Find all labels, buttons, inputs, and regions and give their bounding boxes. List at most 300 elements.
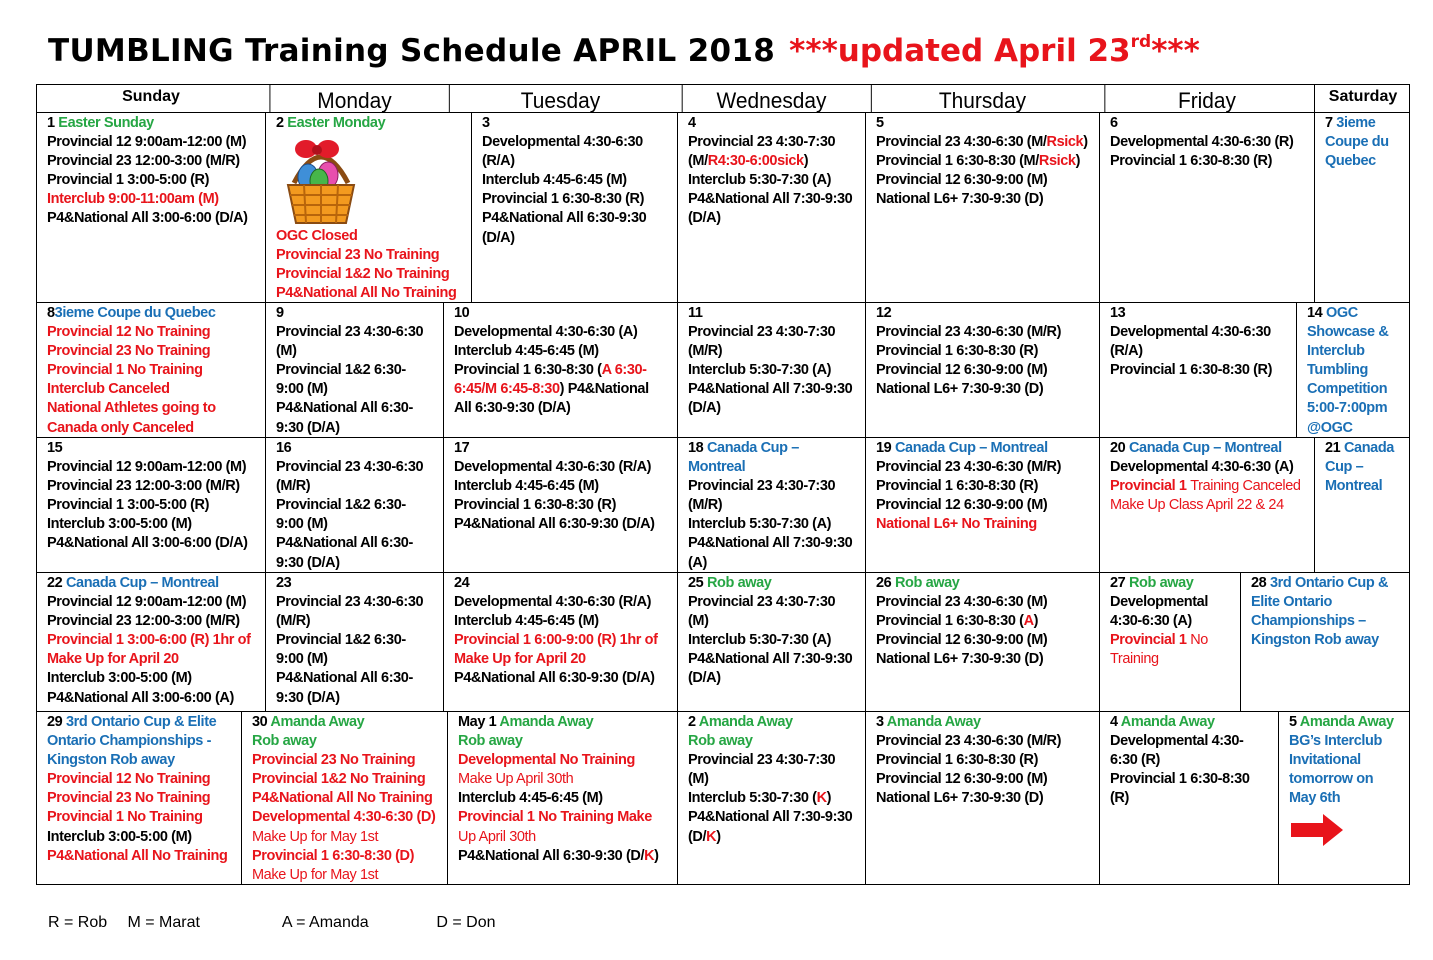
schedule-text: Cup – — [1325, 459, 1364, 476]
schedule-text: Provincial 1 6:00-9:00 (R) 1hr of — [454, 632, 658, 649]
schedule-text: National L6+ 7:30-9:30 (D) — [876, 191, 1044, 208]
schedule-text: R4:30-6:00sick — [707, 153, 804, 170]
schedule-line — [688, 171, 865, 190]
schedule-line — [1307, 399, 1411, 418]
schedule-line — [276, 477, 443, 496]
schedule-text: May 6th — [1289, 790, 1341, 807]
schedule-line — [688, 593, 865, 612]
schedule-line — [454, 612, 677, 631]
day-cell — [1278, 712, 1411, 884]
schedule-text: (D/A) — [688, 400, 721, 417]
schedule-text: Provincial 23 4:30-6:30 — [276, 594, 424, 611]
schedule-text: Provincial 1 6:30-8:30 ( — [876, 613, 1024, 630]
schedule-text: Interclub 4:45-6:45 (M) — [454, 343, 599, 360]
schedule-line — [47, 650, 265, 669]
schedule-line — [1325, 133, 1411, 152]
schedule-text: (M/R) — [276, 478, 311, 495]
schedule-text: 2 — [688, 714, 699, 730]
schedule-line — [688, 713, 865, 732]
schedule-line — [276, 114, 471, 133]
schedule-text: 9:00 (M) — [276, 381, 328, 398]
schedule-line — [688, 496, 865, 515]
schedule-line — [47, 534, 265, 553]
schedule-text: Provincial 1 6:30-8:30 (R) — [482, 191, 645, 208]
schedule-text: Provincial 1 3:00-6:00 (R) 1hr of — [47, 632, 251, 649]
schedule-line — [482, 229, 677, 248]
schedule-line — [1110, 631, 1240, 650]
schedule-text: 25 — [688, 575, 707, 591]
schedule-text: Canada only Canceled — [47, 419, 194, 436]
schedule-text: 9:00 (M) — [276, 516, 328, 533]
day-cell — [677, 573, 865, 711]
schedule-line — [276, 342, 443, 361]
schedule-text: 10 — [454, 305, 470, 321]
schedule-text: Canada Cup – Montreal — [65, 575, 219, 591]
schedule-line — [1110, 458, 1314, 477]
schedule-line — [47, 751, 241, 770]
schedule-text: 17 — [454, 440, 470, 456]
schedule-line — [876, 152, 1099, 171]
schedule-line — [276, 689, 443, 708]
schedule-text: Interclub 4:45-6:45 (M) — [458, 790, 603, 807]
day-cell — [443, 573, 677, 711]
schedule-line — [688, 789, 865, 808]
schedule-line — [47, 689, 265, 708]
schedule-line — [458, 732, 677, 751]
schedule-line — [276, 593, 443, 612]
day-cell — [1240, 573, 1411, 711]
schedule-text: Interclub 5:30-7:30 (A) — [688, 516, 832, 533]
schedule-line — [276, 361, 443, 380]
schedule-line — [1110, 593, 1240, 612]
schedule-line — [876, 631, 1099, 650]
day-cell — [1099, 113, 1314, 302]
schedule-line — [454, 593, 677, 612]
schedule-text: Provincial 23 4:30-7:30 — [688, 324, 836, 341]
day-cell — [865, 573, 1099, 711]
schedule-line — [1110, 574, 1240, 593]
schedule-text: Interclub 4:45-6:45 (M) — [482, 172, 627, 189]
schedule-text: Montreal — [1325, 478, 1383, 495]
schedule-text: Provincial 1 3:00-5:00 (R) — [47, 172, 210, 189]
day-header-sunday: Sunday — [122, 88, 180, 105]
schedule-text: 4 — [1110, 714, 1121, 730]
schedule-text: Provincial 1 6:30-8:30 — [1110, 771, 1250, 788]
schedule-text: 3ieme Coupe du Quebec — [54, 305, 216, 321]
schedule-text: Provincial 23 4:30-6:30 — [276, 324, 424, 341]
schedule-text: Provincial 1 6:30-8:30 ( — [454, 362, 602, 379]
schedule-line — [47, 828, 241, 847]
schedule-line — [688, 770, 865, 789]
schedule-line — [688, 631, 865, 650]
schedule-text: Amanda Away — [499, 714, 594, 730]
schedule-text: Provincial 23 No Training — [47, 343, 211, 360]
schedule-line — [482, 171, 677, 190]
day-cell — [443, 438, 677, 572]
schedule-text: P4&National All 6:30-9:30 (D/A) — [454, 516, 655, 533]
schedule-line — [1110, 732, 1278, 751]
day-cell — [265, 573, 443, 711]
schedule-line — [688, 808, 865, 827]
schedule-text: National L6+ 7:30-9:30 (D) — [876, 381, 1044, 398]
schedule-line — [1289, 789, 1411, 808]
schedule-text: P4&National All 3:00-6:00 (D/A) — [47, 210, 248, 227]
title-update-suffix: *** — [1151, 33, 1200, 69]
schedule-line — [1110, 770, 1278, 789]
schedule-text: Provincial 1 6:30-8:30 (M/ — [876, 153, 1039, 170]
schedule-text: Developmental 4:30- — [1110, 733, 1244, 750]
schedule-line — [47, 342, 265, 361]
week-row — [36, 572, 1410, 712]
schedule-line — [482, 209, 677, 228]
legend-item: R = Rob — [48, 914, 108, 931]
schedule-text: Rob away — [458, 733, 523, 750]
day-cell — [447, 712, 677, 884]
schedule-line — [276, 534, 443, 553]
schedule-line — [1110, 612, 1240, 631]
title-update-prefix: ***updated April 23 — [789, 33, 1131, 69]
schedule-text: Coupe du — [1325, 134, 1389, 151]
day-header-wednesday: Wednesday — [682, 85, 861, 112]
schedule-text: Make Up Class April 22 & 24 — [1110, 497, 1284, 514]
schedule-text: Interclub 5:30-7:30 (A) — [688, 362, 832, 379]
day-cell — [37, 712, 241, 884]
schedule-line — [688, 574, 865, 593]
schedule-line — [454, 631, 677, 650]
schedule-line — [688, 114, 865, 133]
schedule-line — [1325, 114, 1411, 133]
schedule-text: 9:00 (M) — [276, 651, 328, 668]
schedule-text: Provincial 1 3:00-5:00 (R) — [47, 497, 210, 514]
schedule-text: 3rd Ontario Cup & Elite — [65, 714, 217, 730]
schedule-line — [876, 770, 1099, 789]
schedule-text: Interclub 3:00-5:00 (M) — [47, 516, 192, 533]
schedule-line — [47, 770, 241, 789]
title-update — [789, 33, 1200, 69]
schedule-text: P4&National All 6:30-9:30 (D/A) — [454, 670, 655, 687]
schedule-text: Amanda Away — [270, 714, 365, 730]
schedule-line — [458, 808, 677, 827]
schedule-line — [47, 419, 265, 437]
schedule-text: Provincial 1 6:30-8:30 (R) — [876, 343, 1039, 360]
schedule-text: Provincial 23 12:00-3:00 (M/R) — [47, 153, 240, 170]
schedule-text: National L6+ 7:30-9:30 (D) — [876, 651, 1044, 668]
schedule-text: (D/A) — [688, 670, 721, 687]
schedule-line — [47, 209, 265, 228]
schedule-text: Provincial 1 6:30-8:30 (R) — [1110, 153, 1273, 170]
schedule-text: Interclub Canceled — [47, 381, 170, 398]
schedule-text: No — [1190, 632, 1208, 649]
legend-item: D = Don — [436, 914, 496, 931]
schedule-text: 4 — [688, 115, 696, 131]
schedule-text: (M/ — [688, 153, 708, 170]
schedule-text: ) — [826, 790, 832, 807]
schedule-text: 4:30-6:30 (A) — [1110, 613, 1192, 630]
schedule-text: Provincial 12 6:30-9:00 (M) — [876, 172, 1048, 189]
schedule-line — [47, 669, 265, 688]
schedule-text: Canada — [1343, 440, 1394, 456]
schedule-text: P4&National All 7:30-9:30 — [688, 809, 853, 826]
schedule-text: Provincial 12 No Training — [47, 324, 211, 341]
schedule-line — [454, 515, 677, 534]
schedule-line — [1325, 477, 1411, 496]
schedule-line — [276, 574, 443, 593]
schedule-line — [454, 399, 677, 418]
schedule-text: ) — [716, 828, 721, 845]
schedule-text: Interclub 3:00-5:00 (M) — [47, 828, 192, 845]
schedule-text: Developmental — [1110, 594, 1208, 611]
schedule-text: Provincial 1&2 No Training — [252, 771, 426, 788]
page-title — [48, 32, 1200, 69]
day-cell — [1099, 303, 1296, 437]
schedule-line — [47, 190, 265, 209]
schedule-text: (D/A) — [482, 229, 515, 246]
schedule-text: Provincial 23 No Training — [252, 752, 416, 769]
schedule-line — [454, 477, 677, 496]
schedule-line — [876, 789, 1099, 808]
schedule-text: ) — [654, 847, 659, 864]
schedule-line — [876, 732, 1099, 751]
schedule-line — [688, 152, 865, 171]
schedule-text: Provincial 23 12:00-3:00 (M/R) — [47, 613, 240, 630]
schedule-line — [1325, 458, 1411, 477]
schedule-line — [688, 732, 865, 751]
schedule-text: Interclub 3:00-5:00 (M) — [47, 670, 192, 687]
schedule-text: National Athletes going to — [47, 400, 216, 417]
schedule-text: Interclub 4:45-6:45 (M) — [454, 613, 599, 630]
schedule-text: Provincial 12 6:30-9:00 (M) — [876, 771, 1048, 788]
header-row — [36, 84, 1410, 113]
schedule-text: P4&National All 6:30- — [276, 400, 413, 417]
schedule-line — [1251, 631, 1411, 650]
schedule-text: Amanda Away — [886, 714, 981, 730]
schedule-text: Amanda Away — [1299, 714, 1394, 730]
schedule-line — [252, 770, 447, 789]
schedule-text: Provincial 1 6:30-8:30 (D) — [252, 847, 415, 864]
schedule-text: Developmental 4:30-6:30 — [482, 134, 643, 151]
schedule-text: Provincial 23 12:00-3:00 (M/R) — [47, 478, 240, 495]
schedule-text: Provincial 1&2 6:30- — [276, 632, 406, 649]
schedule-text: Provincial 12 9:00am-12:00 (M) — [47, 594, 247, 611]
schedule-text: Developmental 4:30-6:30 (A) — [454, 324, 638, 341]
schedule-line — [47, 439, 265, 458]
schedule-line — [47, 713, 241, 732]
day-header-monday: Monday — [269, 85, 438, 112]
schedule-line — [47, 847, 241, 866]
schedule-line — [276, 458, 443, 477]
schedule-line — [458, 789, 677, 808]
schedule-text: Provincial 1 6:30-8:30 (R) — [454, 497, 617, 514]
schedule-text: Provincial 23 No Training — [47, 790, 211, 807]
schedule-line — [454, 650, 677, 669]
schedule-text: P4&National All 6:30- — [276, 535, 413, 552]
schedule-line — [252, 713, 447, 732]
schedule-text: (R/A) — [482, 153, 515, 170]
schedule-line — [276, 631, 443, 650]
schedule-line — [876, 515, 1099, 534]
schedule-line — [1110, 133, 1314, 152]
schedule-text: Provincial 23 4:30-7:30 — [688, 134, 836, 151]
schedule-line — [688, 304, 865, 323]
schedule-text: ) P4&National — [559, 381, 649, 398]
day-header-thursday: Thursday — [871, 85, 1093, 112]
schedule-text: K — [816, 790, 827, 807]
schedule-line — [252, 866, 447, 884]
schedule-line — [876, 342, 1099, 361]
schedule-line — [276, 612, 443, 631]
schedule-line — [47, 808, 241, 827]
schedule-line — [47, 380, 265, 399]
schedule-text: Provincial 1 — [1110, 632, 1191, 649]
schedule-text: 7 — [1325, 115, 1337, 131]
day-cell — [1099, 712, 1278, 884]
schedule-text: P4&National All 7:30-9:30 — [688, 381, 853, 398]
schedule-text: Developmental 4:30-6:30 — [1110, 324, 1271, 341]
schedule-line — [688, 133, 865, 152]
schedule-text: OGC — [1325, 305, 1358, 321]
schedule-line — [458, 847, 677, 866]
schedule-text: Provincial 23 4:30-6:30 (M/R) — [876, 324, 1062, 341]
day-cell — [265, 113, 471, 302]
schedule-text: Canada Cup – Montreal — [1128, 440, 1282, 456]
schedule-line — [47, 114, 265, 133]
schedule-line — [876, 190, 1099, 209]
schedule-text: BG’s Interclub — [1289, 733, 1382, 750]
schedule-text: Provincial 1 No Training Make — [458, 809, 652, 826]
schedule-line — [276, 515, 443, 534]
schedule-line — [47, 477, 265, 496]
schedule-text: Provincial 23 4:30-7:30 — [688, 752, 836, 769]
schedule-line — [47, 304, 265, 323]
schedule-text: 26 — [876, 575, 895, 591]
day-cell — [677, 113, 865, 302]
schedule-line — [1307, 304, 1411, 323]
schedule-line — [1289, 770, 1411, 789]
schedule-line — [47, 593, 265, 612]
schedule-line — [47, 496, 265, 515]
schedule-line — [688, 361, 865, 380]
schedule-line — [876, 477, 1099, 496]
day-cell — [865, 438, 1099, 572]
schedule-line — [482, 114, 677, 133]
schedule-text: Rob away — [706, 575, 772, 591]
schedule-line — [688, 534, 865, 553]
schedule-line — [47, 458, 265, 477]
easter-basket-icon — [276, 135, 366, 227]
schedule-line — [688, 669, 865, 688]
schedule-text: Kingston Rob away — [47, 752, 175, 769]
schedule-line — [276, 323, 443, 342]
schedule-text: Training — [1110, 651, 1159, 668]
schedule-text: Interclub — [1307, 343, 1365, 360]
legend — [48, 914, 496, 932]
schedule-text: Provincial 23 4:30-7:30 — [688, 478, 836, 495]
schedule-line — [688, 458, 865, 477]
schedule-text: 5 — [876, 115, 884, 131]
day-cell — [265, 438, 443, 572]
day-cell — [471, 113, 677, 302]
schedule-text: Canada Cup – Montreal — [894, 440, 1048, 456]
schedule-line — [482, 152, 677, 171]
schedule-line — [47, 515, 265, 534]
schedule-text: 3ieme — [1336, 115, 1376, 131]
schedule-text: P4&National All 7:30-9:30 — [688, 651, 853, 668]
schedule-line — [876, 323, 1099, 342]
schedule-text: 19 — [876, 440, 895, 456]
schedule-text: 27 — [1110, 575, 1129, 591]
schedule-line — [688, 828, 865, 847]
schedule-text: P4&National All 3:00-6:00 (A) — [47, 689, 234, 706]
day-cell — [37, 438, 265, 572]
schedule-text: National L6+ 7:30-9:30 (D) — [876, 790, 1044, 807]
schedule-line — [47, 399, 265, 418]
schedule-line — [47, 612, 265, 631]
schedule-line — [1110, 713, 1278, 732]
schedule-text: P4&National All 6:30-9:30 (D/ — [458, 847, 645, 864]
day-cell — [443, 303, 677, 437]
schedule-line — [454, 496, 677, 515]
schedule-text: Provincial 1 No Training — [47, 362, 203, 379]
schedule-text: 22 — [47, 575, 66, 591]
schedule-text: Easter Monday — [287, 115, 386, 131]
schedule-line — [454, 669, 677, 688]
schedule-line — [482, 190, 677, 209]
schedule-line — [876, 114, 1099, 133]
schedule-line — [276, 246, 471, 265]
week-row — [36, 711, 1410, 885]
schedule-line — [1251, 612, 1411, 631]
day-header-saturday: Saturday — [1314, 85, 1411, 112]
schedule-line — [276, 554, 443, 572]
schedule-text: Competition — [1307, 381, 1388, 398]
schedule-text: 28 — [1251, 575, 1270, 591]
schedule-text: Montreal — [688, 459, 746, 476]
schedule-line — [458, 713, 677, 732]
schedule-text: 9:30 (D/A) — [276, 554, 340, 571]
schedule-text: 9:30 (D/A) — [276, 419, 340, 436]
schedule-text: ) — [1033, 613, 1039, 630]
schedule-line — [454, 304, 677, 323]
schedule-line — [688, 612, 865, 631]
schedule-text: Developmental 4:30-6:30 (R) — [1110, 134, 1294, 151]
day-cell — [865, 303, 1099, 437]
schedule-text: (M) — [688, 613, 709, 630]
schedule-text: Rsick — [1046, 134, 1084, 151]
schedule-text: P4&National All 7:30-9:30 — [688, 191, 853, 208]
schedule-line — [688, 515, 865, 534]
schedule-text: (M/R) — [688, 497, 723, 514]
schedule-text: 3 — [482, 115, 490, 131]
schedule-line — [1307, 419, 1411, 437]
schedule-line — [252, 732, 447, 751]
schedule-text: Showcase & — [1307, 324, 1389, 341]
schedule-line — [252, 751, 447, 770]
schedule-text: 16 — [276, 440, 292, 456]
schedule-line — [876, 361, 1099, 380]
schedule-line — [276, 496, 443, 515]
schedule-line — [454, 323, 677, 342]
schedule-line — [876, 612, 1099, 631]
schedule-line — [1110, 496, 1314, 515]
schedule-line — [1307, 323, 1411, 342]
schedule-line — [688, 209, 865, 228]
schedule-line — [47, 574, 265, 593]
schedule-text: All 6:30-9:30 (D/A) — [454, 400, 571, 417]
schedule-text: ) — [1083, 134, 1088, 151]
day-cell — [865, 113, 1099, 302]
schedule-line — [458, 828, 677, 847]
schedule-text: Interclub 5:30-7:30 (A) — [688, 632, 832, 649]
